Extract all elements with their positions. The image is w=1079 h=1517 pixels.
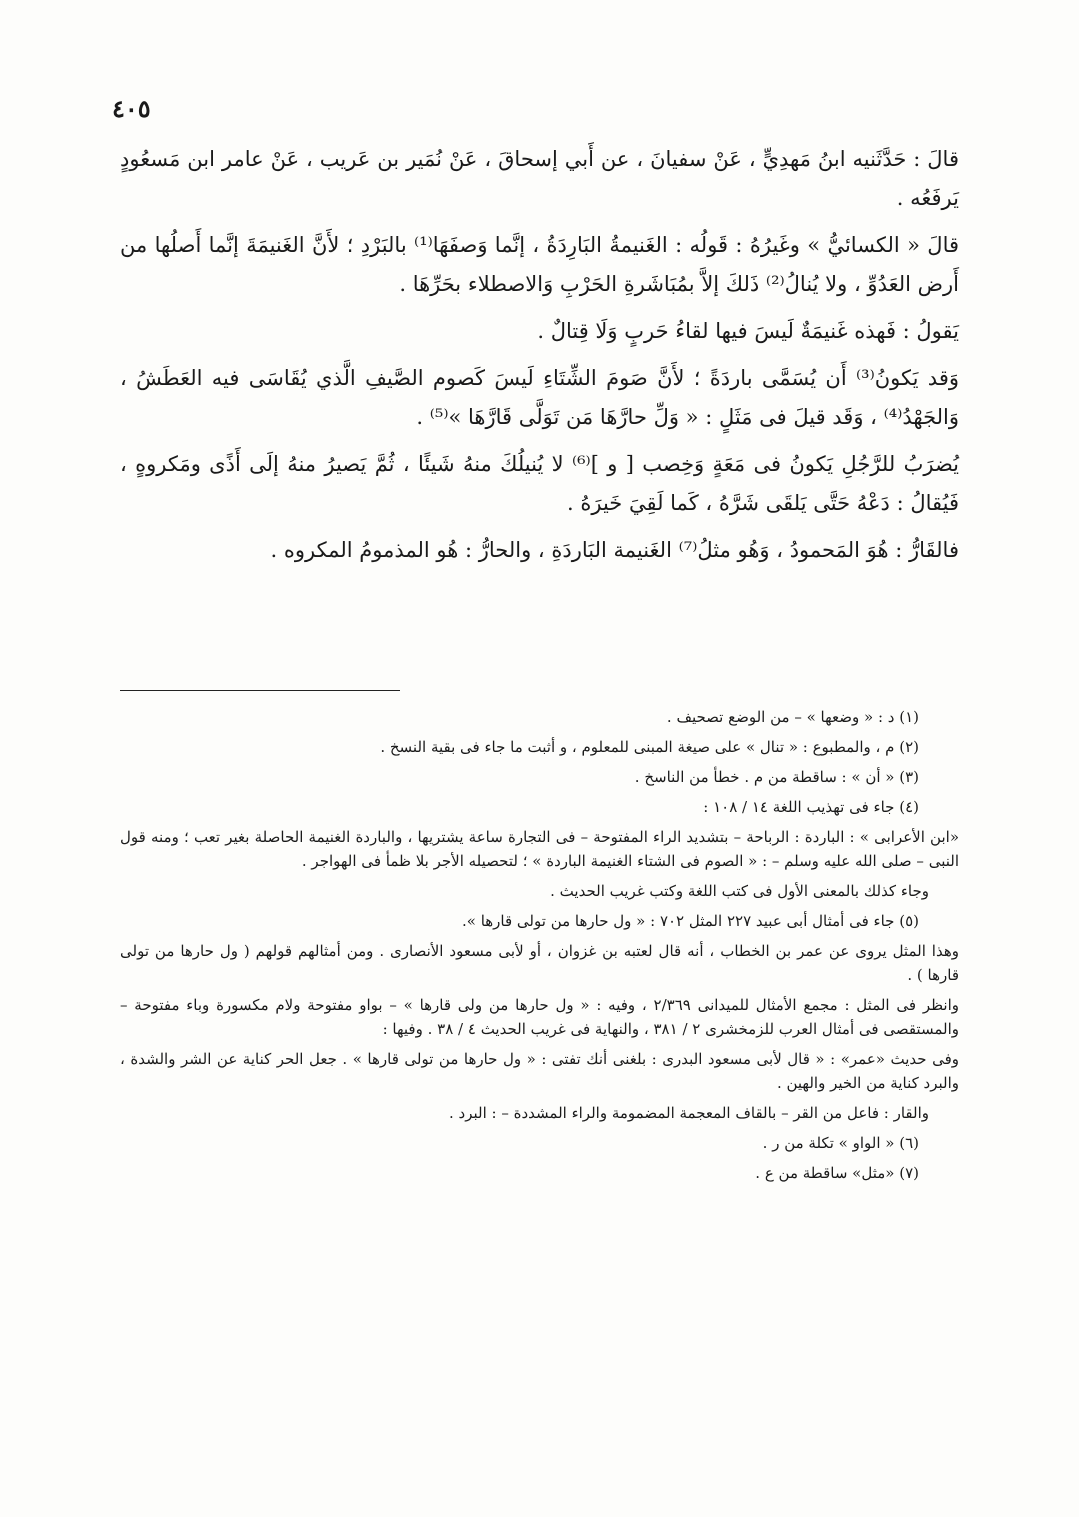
footnote-continuation: وفى حديث «عمر» : « قال لأبى مسعود البدرى : بلغنى أنك تفتى : « ول حارها من تولى قارها » . جعل الحر كناية عن الشر والشدة ، والبرد كناية من الخير والهين . — [120, 1050, 959, 1092]
main-paragraph: فالقَارُّ : هُوَ المَحمودُ ، وَهُو مثلُ⁽⁷⁾ الغَنيمة البَاردَةِ ، والحارُّ : هُو المذمومُ المكروه . — [270, 538, 959, 562]
footnote: (٣) « أن » : ساقطة من م . خطأ من الناسخ . — [634, 768, 919, 786]
main-paragraph: قالَ « الكسائيُّ » وغَيرُهُ : قَولُه : الغَنيمةُ البَارِدَةُ ، إنَّما وَصفَهَا⁽¹⁾ بالبَرْدِ ؛ لأَنَّ الغَنيمَةَ إنَّما أَصلُها من أَرض العَدُوِّ ، ولا يُنالُ⁽²⁾ ذَلكَ إلاَّ بمُبَاشَرةِ الحَرْبِ وَالاصطلاء بحَرِّهَا . — [120, 233, 960, 296]
footnote: (٢) م ، والمطبوع : « تنال » على صيغة المبنى للمعلوم ، و أثبت ما جاء فى بقية النسخ . — [380, 738, 919, 756]
footnote: (٥) جاء فى أمثال أبى عبيد ٢٢٧ المثل ٧٠٢ : « ول حارها من تولى قارها ». — [461, 912, 919, 930]
main-paragraph: قالَ : حَدَّثَنيه ابنُ مَهدِيٍّ ، عَنْ سفيانَ ، عن أَبي إسحاقَ ، عَنْ نُمَير بن عَريب ، عَنْ عامر ابن مَسعُودٍ يَرفَعُه . — [120, 147, 959, 210]
main-text — [120, 140, 959, 578]
footnote-continuation: وانظر فى المثل : مجمع الأمثال للميدانى ٢/٣٦٩ ، وفيه : « ول حارها من ولى قارها » – بواو مفتوحة ولام مكسورة وباء مفتوحة – والمستقصى فى أمثال العرب للزمخشرى ٢ / ٣٨١ ، والنهاية فى غريب الحديث ٤ / ٣٨ . وفيها : — [120, 996, 959, 1038]
footnote-divider — [120, 690, 400, 691]
main-paragraph: يُضرَبُ للرَّجُلِ يَكونُ فى مَعَةٍ وَخِصب [ و ]⁽⁶⁾ لا يُنيلُكَ منهُ شَيئًا ، ثُمَّ يَصيرُ منهُ إلَى أَذًى ومَكروهٍ ، فَيُقالُ : دَعْهُ حَتَّى يَلقَى شَرَّهُ ، كَما لَقِيَ خَيرَهُ . — [120, 452, 959, 515]
footnote-continuation: وهذا المثل يروى عن عمر بن الخطاب ، أنه قال لعتبه بن غزوان ، أو لأبى مسعود الأنصارى . ومن أمثالهم قولهم ( ول حارها من تولى قارها ) . — [120, 942, 959, 984]
footnote: (٦) « الواو » تكلة من ر . — [762, 1134, 919, 1152]
footnote-quote: «ابن الأعرابى » : الباردة : الرباحة – بتشديد الراء المفتوحة – فى التجارة ساعة يشتريها ، والباردة الغنيمة الحاصلة بغير تعب ؛ ومنه قول النبى – صلى الله عليه وسلم – : « الصوم فى الشتاء الغنيمة الباردة » ؛ لتحصيله الأجر بلا ظمأ فى الهواجر . — [120, 828, 959, 870]
page-number: ٤٠٥ — [112, 94, 151, 123]
footnote: (٧) «مثل» ساقطة من ع . — [755, 1164, 919, 1182]
footnote-continuation: وجاء كذلك بالمعنى الأول فى كتب اللغة وكتب غريب الحديث . — [550, 882, 929, 900]
footnotes — [120, 705, 959, 1191]
main-paragraph: وَقد يَكونُ⁽³⁾ أَن يُسَمَّى باردَةً ؛ لأَنَّ صَومَ الشِّتَاءِ لَيسَ كَصوم الصَّيفِ الَّذي يُقَاسَى فيه العَطَشُ ، وَالجَهْدُ⁽⁴⁾ ، وَقَد قيلَ فى مَثَلٍ : « وَلِّ حارَّهَا مَن تَوَلَّى قَارَّهَا »⁽⁵⁾ . — [120, 366, 959, 429]
footnote-continuation: والقار : فاعل من القر – بالقاف المعجمة المضمومة والراء المشددة – : البرد . — [449, 1104, 929, 1122]
footnote: (٤) جاء فى تهذيب اللغة ١٤ / ١٠٨ : — [703, 798, 919, 816]
footnote: (١) د : « وضعها » – من الوضع تصحيف . — [666, 708, 919, 726]
main-paragraph: يَقولُ : فَهذه غَنيمَةٌ لَيسَ فيها لقاءُ حَربٍ وَلَا قِتالٌ . — [537, 319, 959, 343]
